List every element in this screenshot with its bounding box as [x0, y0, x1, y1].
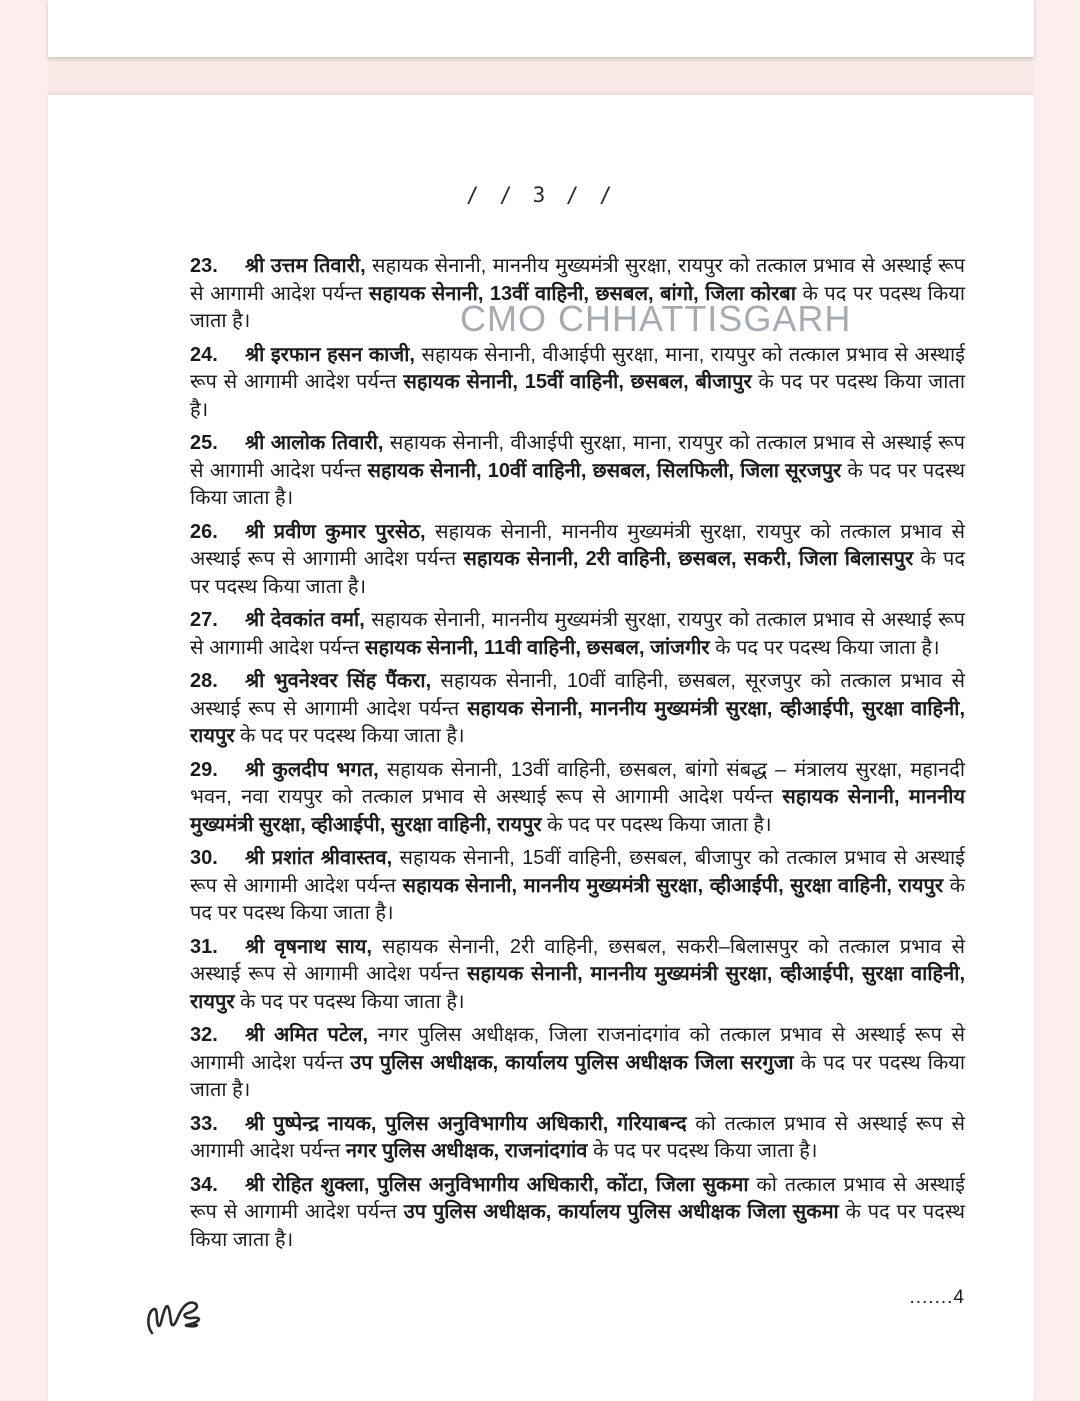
item-number: 28. — [190, 670, 218, 692]
item-text-segment: नगर पुलिस अधीक्षक, जिला राजनांदगांव को तत्काल प्रभाव से अस्थाई रूप से आगामी आदेश पर्यन्त — [190, 1024, 965, 1074]
item-text-segment: उप पुलिस अधीक्षक, कार्यालय पुलिस अधीक्षक जिला सरगुजा — [350, 1051, 794, 1074]
item-text-segment: सहायक सेनानी, 11वी वाहिनी, छसबल, जांजगीर — [364, 636, 710, 659]
item-text-segment: श्री कुलदीप भगत, — [245, 758, 379, 781]
order-item — [190, 845, 965, 928]
order-item — [190, 607, 965, 662]
item-text-segment: श्री प्रवीण कुमार पुरसेठ, — [245, 520, 426, 543]
order-item — [190, 253, 965, 336]
item-text-segment: को तत्काल प्रभाव से अस्थाई रूप से आगामी आदेश पर्यन्त — [190, 1112, 965, 1162]
item-text-segment: श्री रोहित शुक्ला, पुलिस अनुविभागीय अधिकारी, कोंटा, जिला सुकमा — [245, 1173, 749, 1196]
item-text-segment: को तत्काल प्रभाव से अस्थाई रूप से आगामी आदेश पर्यन्त — [190, 1173, 965, 1223]
item-text-segment: श्री पुष्पेन्द्र नायक, पुलिस अनुविभागीय अधिकारी, गरियाबन्द — [245, 1112, 687, 1135]
item-text-segment: सहायक सेनानी, 10वीं वाहिनी, छसबल, सिलफिली, जिला सूरजपुर — [367, 459, 842, 482]
order-list — [190, 253, 965, 1254]
item-text-segment: के पद पर पदस्थ किया जाता है। — [190, 1051, 966, 1101]
viewer-left-margin — [0, 0, 48, 1401]
item-text-segment: श्री इरफान हसन काजी, — [245, 343, 415, 366]
watermark-text: CMO CHHATTISGARH — [460, 298, 852, 339]
order-item — [190, 342, 965, 425]
signature-scribble — [144, 1295, 214, 1347]
item-text-segment: के पद पर पदस्थ किया जाता है। — [190, 1201, 966, 1251]
item-text-segment: श्री प्रशांत श्रीवास्तव, — [245, 847, 393, 869]
previous-page-bottom-edge — [48, 0, 1034, 57]
order-item — [190, 757, 965, 840]
item-text-segment: के पद पर पदस्थ किया जाता है। — [190, 282, 966, 332]
item-text-segment: के पद पर पदस्थ किया जाता है। — [190, 874, 966, 924]
item-number: 23. — [190, 255, 218, 277]
item-text-segment: सहायक सेनानी, 2री वाहिनी, छसबल, सकरी–बिलासपुर को तत्काल प्रभाव से अस्थाई रूप से आगामी आदेश पर्यन्त — [190, 935, 965, 985]
item-text-segment: श्री अमित पटेल, — [245, 1024, 369, 1046]
item-text-segment: श्री देवकांत वर्मा, — [245, 609, 365, 631]
item-text-segment: श्री उत्तम तिवारी, — [245, 255, 366, 277]
scanned-page — [48, 95, 1034, 1401]
item-text-segment: के पद पर पदस्थ किया जाता है। — [190, 548, 965, 598]
item-text-segment: श्री आलोक तिवारी, — [245, 432, 384, 454]
item-text-segment: सहायक सेनानी, 15वीं वाहिनी, छसबल, बीजापुर को तत्काल प्रभाव से अस्थाई रूप से आगामी आदेश पर्यन्त — [190, 847, 965, 897]
item-number: 32. — [190, 1024, 218, 1046]
viewer-right-margin — [1034, 0, 1080, 1401]
item-number: 25. — [190, 432, 218, 454]
item-text-segment: के पद पर पदस्थ किया जाता है। — [190, 371, 966, 421]
item-text-segment: सहायक सेनानी, 2री वाहिनी, छसबल, सकरी, जिला बिलासपुर — [463, 548, 914, 570]
item-text-segment: सहायक सेनानी, माननीय मुख्यमंत्री सुरक्षा, रायपुर को तत्काल प्रभाव से अस्थाई रूप से आगामी आदेश पर्यन्त — [190, 255, 965, 305]
item-number: 26. — [190, 520, 218, 543]
order-item — [190, 519, 965, 602]
order-item — [190, 934, 965, 1017]
page-continuation-mark: .......4 — [909, 1287, 965, 1308]
item-text-segment: सहायक सेनानी, वीआईपी सुरक्षा, माना, रायपुर को तत्काल प्रभाव से अस्थाई रूप से आगामी आदेश पर्यन्त — [190, 432, 965, 482]
item-text-segment: के पद पर पदस्थ किया जाता है। — [234, 990, 465, 1013]
item-number: 24. — [190, 343, 218, 366]
item-text-segment: के पद पर पदस्थ किया जाता है। — [587, 1140, 818, 1162]
order-item — [190, 668, 965, 751]
order-item — [190, 1111, 965, 1166]
page-number: / / 3 / / — [466, 183, 616, 207]
item-text-segment: सहायक सेनानी, माननीय मुख्यमंत्री सुरक्षा, व्हीआईपी, सुरक्षा वाहिनी, रायपुर — [402, 874, 944, 897]
order-item — [190, 430, 965, 513]
item-text-segment: उप पुलिस अधीक्षक, कार्यालय पुलिस अधीक्षक जिला सुकमा — [403, 1201, 839, 1223]
item-text-segment: के पद पर पदस्थ किया जाता है। — [190, 459, 965, 509]
item-text-segment: सहायक सेनानी, वीआईपी सुरक्षा, माना, रायपुर को तत्काल प्रभाव से अस्थाई रूप से आगामी आदेश पर्यन्त — [190, 343, 965, 393]
item-text-segment: सहायक सेनानी, 13वीं वाहिनी, छसबल, बांगो संबद्ध – मंत्रालय सुरक्षा, महानदी भवन, नवा रायपुर को तत्काल प्रभाव से अस्थाई रूप से आगामी आदेश पर्यन्त — [190, 758, 966, 808]
item-number: 29. — [190, 758, 218, 781]
item-number: 34. — [190, 1173, 218, 1196]
item-text-segment: सहायक सेनानी, माननीय मुख्यमंत्री सुरक्षा, व्हीआईपी, सुरक्षा वाहिनी, रायपुर — [190, 963, 965, 1013]
item-text-segment: के पद पर पदस्थ किया जाता है। — [234, 725, 465, 747]
item-text-segment: सहायक सेनानी, माननीय मुख्यमंत्री सुरक्षा, व्हीआईपी, सुरक्षा वाहिनी, रायपुर — [190, 697, 965, 747]
item-text-segment: श्री वृषनाथ साय, — [245, 935, 372, 958]
order-item — [190, 1022, 965, 1105]
order-item — [190, 1172, 965, 1255]
item-text-segment: के पद पर पदस्थ किया जाता है। — [709, 636, 940, 659]
item-text-segment: सहायक सेनानी, 13वीं वाहिनी, छसबल, बांगो, जिला कोरबा — [368, 282, 796, 305]
item-text-segment: सहायक सेनानी, माननीय मुख्यमंत्री सुरक्षा, रायपुर को तत्काल प्रभाव से अस्थाई रूप से आगामी आदेश पर्यन्त — [190, 520, 965, 570]
item-text-segment: सहायक सेनानी, माननीय मुख्यमंत्री सुरक्षा, व्हीआईपी, सुरक्षा वाहिनी, रायपुर — [190, 786, 965, 836]
item-number: 30. — [190, 847, 218, 869]
item-number: 33. — [190, 1112, 218, 1135]
item-number: 27. — [190, 609, 218, 631]
item-number: 31. — [190, 935, 218, 958]
item-text-segment: श्री भुवनेश्वर सिंह पैंकरा, — [245, 670, 432, 692]
item-text-segment: सहायक सेनानी, 10वीं वाहिनी, छसबल, सूरजपुर को तत्काल प्रभाव से अस्थाई रूप से आगामी आदेश पर्यन्त — [190, 670, 965, 720]
item-text-segment: सहायक सेनानी, 15वीं वाहिनी, छसबल, बीजापुर — [403, 371, 752, 393]
item-text-segment: नगर पुलिस अधीक्षक, राजनांदगांव — [345, 1140, 588, 1162]
item-text-segment: के पद पर पदस्थ किया जाता है। — [541, 813, 772, 836]
item-text-segment: सहायक सेनानी, माननीय मुख्यमंत्री सुरक्षा, रायपुर को तत्काल प्रभाव से अस्थाई रूप से आगामी आदेश पर्यन्त — [190, 609, 965, 659]
